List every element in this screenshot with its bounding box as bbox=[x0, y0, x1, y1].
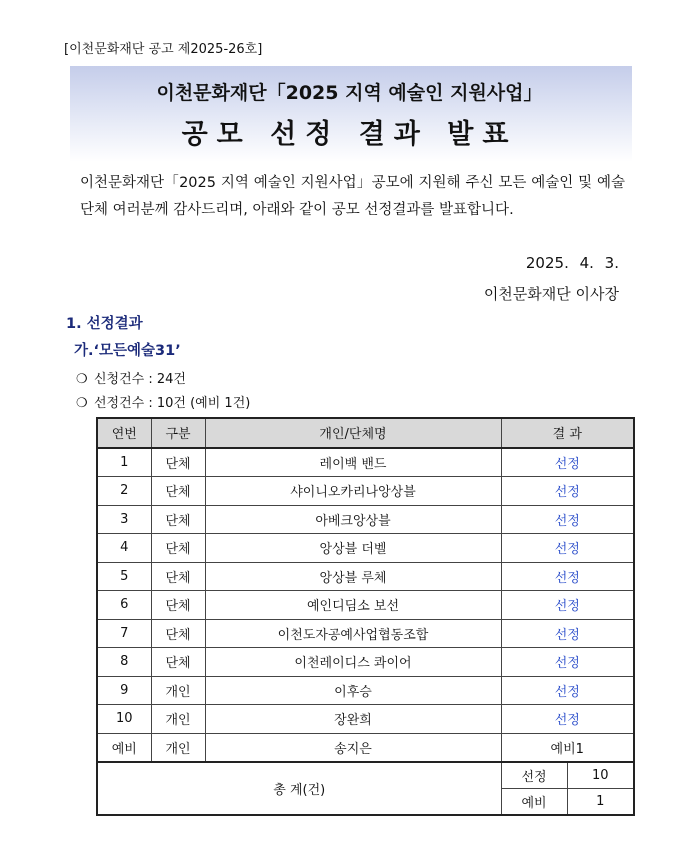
bullet-text: 신청건수 : 24건 bbox=[94, 372, 186, 387]
cell-result: 선정 bbox=[501, 477, 634, 506]
cell-no: 6 bbox=[97, 591, 151, 620]
table-row bbox=[97, 619, 634, 648]
header-type: 구분 bbox=[151, 418, 205, 448]
cell-type: 단체 bbox=[151, 477, 205, 506]
cell-no: 9 bbox=[97, 676, 151, 705]
table-row bbox=[97, 505, 634, 534]
cell-type: 단체 bbox=[151, 505, 205, 534]
results-table bbox=[96, 417, 635, 816]
cell-result: 선정 bbox=[501, 562, 634, 591]
cell-no: 2 bbox=[97, 477, 151, 506]
cell-type: 단체 bbox=[151, 448, 205, 477]
cell-name: 레이백 밴드 bbox=[205, 448, 501, 477]
total-row bbox=[97, 762, 634, 789]
header-name: 개인/단체명 bbox=[205, 418, 501, 448]
cell-name: 이천레이디스 콰이어 bbox=[205, 648, 501, 677]
header-result: 결 과 bbox=[501, 418, 634, 448]
bullet-text: 선정건수 : 10건 (예비 1건) bbox=[94, 396, 251, 411]
cell-result: 예비1 bbox=[501, 733, 634, 762]
section-heading: 1. 선정결과 bbox=[66, 316, 143, 332]
section-subheading: 가.‘모든예술31’ bbox=[74, 343, 181, 359]
total-label: 총 계(건) bbox=[97, 762, 501, 815]
banner-subtitle: 공모 선정 결과 발표 bbox=[181, 119, 518, 150]
total-prelim-value: 1 bbox=[567, 789, 634, 816]
cell-no: 7 bbox=[97, 619, 151, 648]
cell-name: 송지은 bbox=[205, 733, 501, 762]
total-prelim-label: 예비 bbox=[501, 789, 567, 816]
cell-result: 선정 bbox=[501, 648, 634, 677]
table-row bbox=[97, 648, 634, 677]
cell-type: 개인 bbox=[151, 705, 205, 734]
cell-result: 선정 bbox=[501, 448, 634, 477]
table-header-row bbox=[97, 418, 634, 448]
total-selected-value: 10 bbox=[567, 762, 634, 789]
cell-type: 단체 bbox=[151, 619, 205, 648]
cell-name: 이후승 bbox=[205, 676, 501, 705]
total-selected-label: 선정 bbox=[501, 762, 567, 789]
bullet-selections bbox=[76, 392, 250, 411]
header-no: 연번 bbox=[97, 418, 151, 448]
table-row bbox=[97, 448, 634, 477]
circle-bullet-icon: ❍ bbox=[76, 396, 88, 411]
cell-no: 10 bbox=[97, 705, 151, 734]
cell-no: 1 bbox=[97, 448, 151, 477]
cell-type: 단체 bbox=[151, 534, 205, 563]
table-row bbox=[97, 591, 634, 620]
announcement-date: 2025. 4. 3. bbox=[525, 254, 619, 272]
cell-name: 샤이니오카리나앙상블 bbox=[205, 477, 501, 506]
signer: 이천문화재단 이사장 bbox=[483, 285, 619, 303]
cell-type: 개인 bbox=[151, 733, 205, 762]
cell-name: 이천도자공예사업협동조합 bbox=[205, 619, 501, 648]
cell-result: 선정 bbox=[501, 619, 634, 648]
circle-bullet-icon: ❍ bbox=[76, 372, 88, 387]
cell-no: 8 bbox=[97, 648, 151, 677]
banner-title: 이천문화재단「2025 지역 예술인 지원사업」 bbox=[156, 82, 543, 104]
cell-name: 아베크앙상블 bbox=[205, 505, 501, 534]
table-row bbox=[97, 733, 634, 762]
cell-name: 예인디딤소 보선 bbox=[205, 591, 501, 620]
cell-type: 단체 bbox=[151, 648, 205, 677]
cell-result: 선정 bbox=[501, 705, 634, 734]
intro-paragraph: 이천문화재단「2025 지역 예술인 지원사업」공모에 지원해 주신 모든 예술인 및 예술단체 여러분께 감사드리며, 아래와 같이 공모 선정결과를 발표합니다. bbox=[80, 175, 625, 218]
cell-result: 선정 bbox=[501, 676, 634, 705]
cell-result: 선정 bbox=[501, 534, 634, 563]
table-row bbox=[97, 477, 634, 506]
cell-type: 단체 bbox=[151, 562, 205, 591]
cell-name: 앙상블 더벨 bbox=[205, 534, 501, 563]
table-row bbox=[97, 562, 634, 591]
table-row bbox=[97, 676, 634, 705]
cell-no: 5 bbox=[97, 562, 151, 591]
cell-name: 장완희 bbox=[205, 705, 501, 734]
table-row bbox=[97, 534, 634, 563]
bullet-applications bbox=[76, 368, 186, 387]
cell-result: 선정 bbox=[501, 505, 634, 534]
cell-no: 3 bbox=[97, 505, 151, 534]
cell-type: 단체 bbox=[151, 591, 205, 620]
cell-type: 개인 bbox=[151, 676, 205, 705]
cell-name: 앙상블 루체 bbox=[205, 562, 501, 591]
cell-no: 예비 bbox=[97, 733, 151, 762]
table-row bbox=[97, 705, 634, 734]
cell-no: 4 bbox=[97, 534, 151, 563]
notice-number: [이천문화재단 공고 제2025-26호] bbox=[64, 42, 263, 57]
cell-result: 선정 bbox=[501, 591, 634, 620]
